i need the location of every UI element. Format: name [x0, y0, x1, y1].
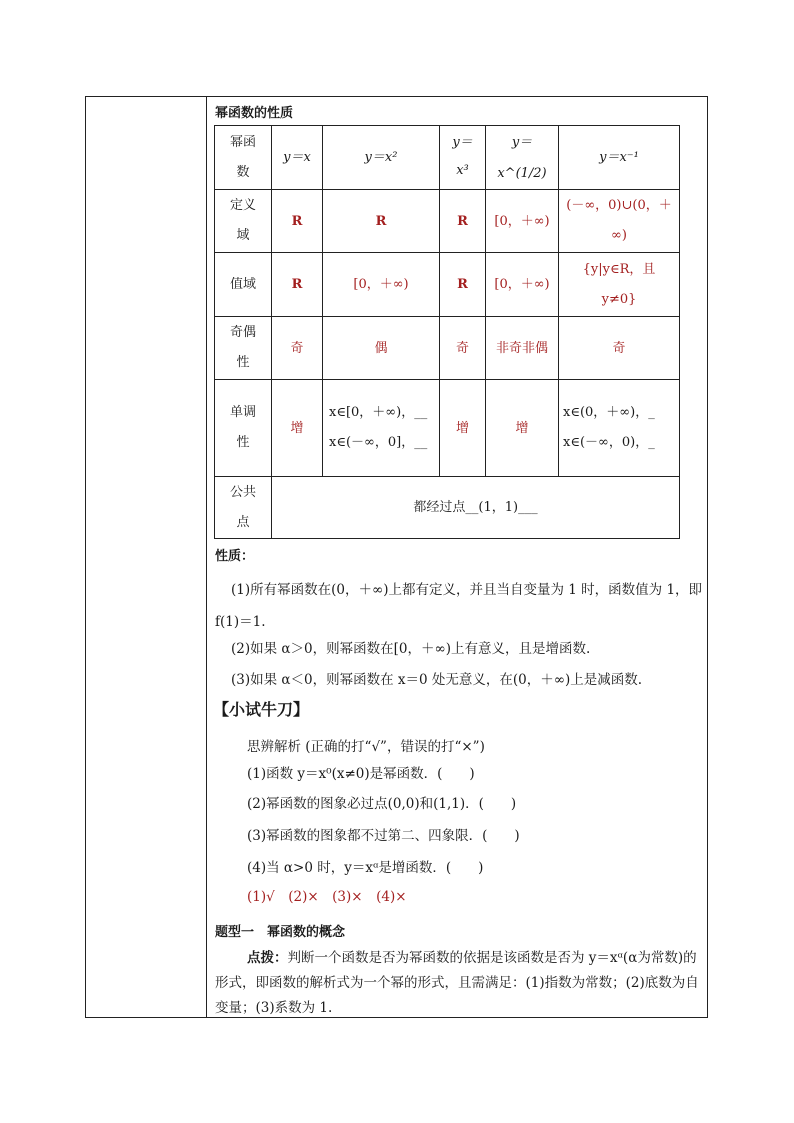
nature-title: 性质： — [215, 549, 255, 564]
common-point-cell: 都经过点__(1，1)___ — [272, 477, 680, 539]
power-function-table — [214, 125, 680, 539]
trial-item-4: (4)当 α>0 时，y＝xᵅ是增函数．( ) — [247, 860, 484, 876]
parity-cell: 奇 — [440, 317, 486, 380]
header-y-x3: y＝x³ — [440, 126, 486, 190]
domain-cell: (－∞，0)∪(0，＋∞) — [559, 190, 680, 253]
monotonicity-cell: x∈(0，＋∞)，_ x∈(－∞，0)，_ — [559, 380, 680, 477]
header-label: 幂函数 — [215, 126, 272, 190]
header-y-x-inverse: y＝x⁻¹ — [559, 126, 680, 190]
nature-paragraph-3: (3)如果 α＜0，则幂函数在 x＝0 处无意义，在(0，＋∞)上是减函数. — [231, 672, 643, 688]
table-row — [215, 253, 680, 317]
nature-paragraph-2: (2)如果 α＞0，则幂函数在[0，＋∞)上有意义，且是增函数. — [231, 641, 591, 657]
hint-label: 点拨： — [247, 950, 288, 966]
row-label-monotonicity: 单调性 — [215, 380, 272, 477]
monotonicity-cell: 增 — [486, 380, 559, 477]
hint-text: 判断一个函数是否为幂函数的依据是该函数是否为 y＝xᵅ(α为常数)的形式，即函数的解析式为一个幂的形式，且需满足：(1)指数为常数；(2)底数为自变量；(3)系数为 1. — [215, 950, 699, 1016]
right-column — [207, 96, 707, 1018]
domain-cell: R — [440, 190, 486, 253]
monotonicity-cell: x∈[0，＋∞)，__ x∈(－∞，0]，__ — [323, 380, 440, 477]
header-y-x: y＝x — [272, 126, 323, 190]
properties-title: 幂函数的性质 — [215, 106, 294, 121]
nature-paragraph-1: (1)所有幂函数在(0，＋∞)上都有定义，并且当自变量为 1 时，函数值为 1，即f(1)＝1. — [215, 582, 703, 630]
parity-cell: 奇 — [272, 317, 323, 380]
trial-banner: 【小试牛刀】 — [213, 700, 310, 719]
table-row — [215, 477, 680, 539]
row-label-range: 值域 — [215, 253, 272, 317]
parity-cell: 非奇非偶 — [486, 317, 559, 380]
type1-hint — [215, 946, 703, 1021]
domain-cell: [0，＋∞) — [486, 190, 559, 253]
row-label-parity: 奇偶性 — [215, 317, 272, 380]
trial-item-2: (2)幂函数的图象必过点(0,0)和(1,1)．( ) — [247, 796, 517, 812]
domain-cell: R — [323, 190, 440, 253]
table-row — [215, 190, 680, 253]
header-y-x-half: y＝x^(1/2) — [486, 126, 559, 190]
header-y-x2: y＝x² — [323, 126, 440, 190]
table-header-row — [215, 126, 680, 190]
parity-cell: 偶 — [323, 317, 440, 380]
trial-intro: 思辨解析 (正确的打“√”，错误的打“×”) — [247, 739, 485, 755]
table-row — [215, 380, 680, 477]
monotonicity-cell: 增 — [440, 380, 486, 477]
range-cell: [0，＋∞) — [323, 253, 440, 317]
range-cell: [0，＋∞) — [486, 253, 559, 317]
row-label-domain: 定义域 — [215, 190, 272, 253]
range-cell: R — [440, 253, 486, 317]
range-cell: R — [272, 253, 323, 317]
range-cell: {y|y∈R，且y≠0} — [559, 253, 680, 317]
monotonicity-cell: 增 — [272, 380, 323, 477]
type1-title: 题型一 幂函数的概念 — [215, 925, 346, 940]
parity-cell: 奇 — [559, 317, 680, 380]
row-label-common-point: 公共点 — [215, 477, 272, 539]
domain-cell: R — [272, 190, 323, 253]
table-row — [215, 317, 680, 380]
trial-item-3: (3)幂函数的图象都不过第二、四象限．( ) — [247, 828, 520, 844]
trial-item-1: (1)函数 y＝x⁰(x≠0)是幂函数．( ) — [247, 766, 475, 782]
trial-answers: (1)√ (2)× (3)× (4)× — [247, 889, 407, 905]
